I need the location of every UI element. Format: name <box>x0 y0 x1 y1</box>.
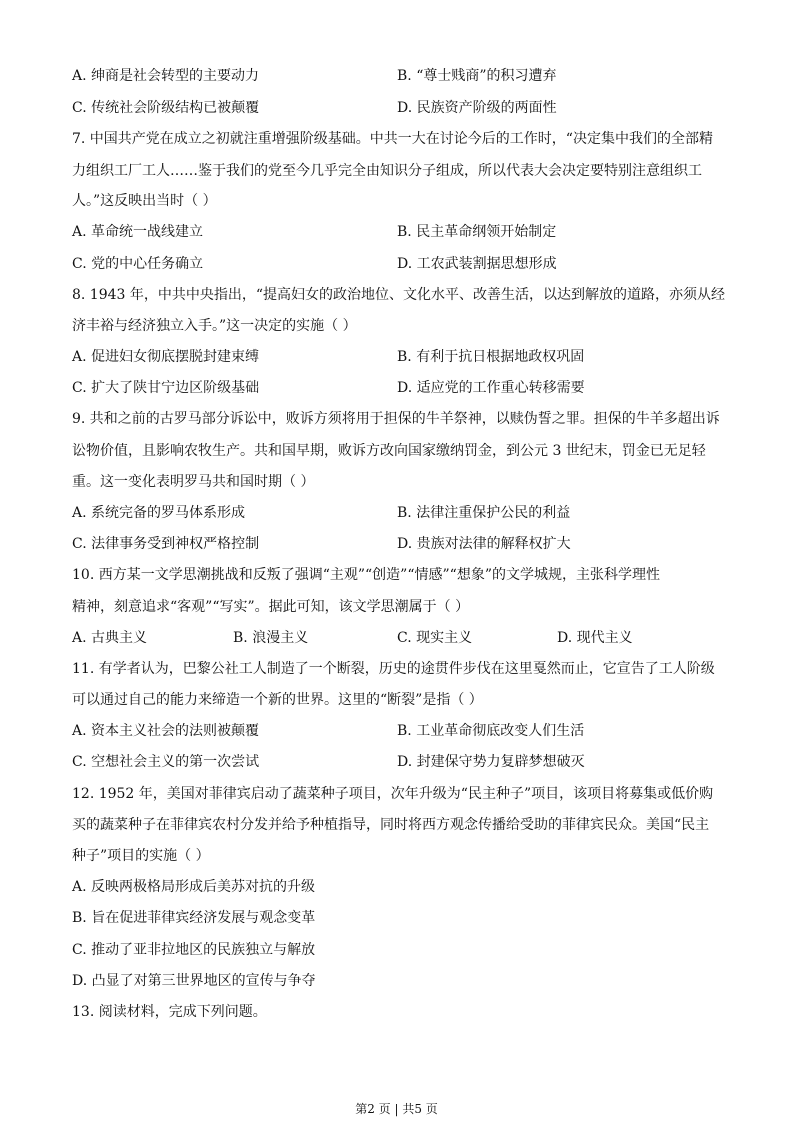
q10-option-c: C. 现实主义 <box>397 630 473 646</box>
q13-stem: 13. 阅读材料，完成下列问题。 <box>72 1004 267 1020</box>
q12-option-a: A. 反映两极格局形成后美苏对抗的升级 <box>72 879 316 895</box>
q7-option-a: A. 革命统一战线建立 <box>72 224 204 240</box>
q8-option-d: D. 适应党的工作重心转移需要 <box>397 380 585 396</box>
q7-stem-line: 力组织工厂工人……鉴于我们的党至今几乎完全由知识分子组成，所以代表大会决定要特别注意组织工 <box>72 163 702 179</box>
q9-stem-line: 讼物价值，且影响农牧生产。共和国早期，败诉方改向国家缴纳罚金，到公元 3 世纪末，罚金已无足轻 <box>72 443 706 459</box>
q8-option-b: B. 有利于抗日根据地政权巩固 <box>397 349 585 365</box>
q8-stem-line: 济丰裕与经济独立入手。”这一决定的实施（ ） <box>72 318 357 334</box>
q11-option-b: B. 工业革命彻底改变人们生活 <box>397 723 585 739</box>
q12-stem-line: 种子”项目的实施（ ） <box>72 848 210 864</box>
q10-option-d: D. 现代主义 <box>557 630 633 646</box>
q7-option-d: D. 工农武装割据思想形成 <box>397 256 557 272</box>
q9-option-d: D. 贵族对法律的解释权扩大 <box>397 536 571 552</box>
q11-option-c: C. 空想社会主义的第一次尝试 <box>72 754 260 770</box>
q11-option-a: A. 资本主义社会的法则被颠覆 <box>72 723 260 739</box>
q7-option-b: B. 民主革命纲领开始制定 <box>397 224 557 240</box>
q7-stem-line: 7. 中国共产党在成立之初就注重增强阶级基础。中共一大在讨论今后的工作时，“决定集中我们的全部精 <box>72 131 713 147</box>
q7-option-c: C. 党的中心任务确立 <box>72 256 204 272</box>
q9-stem-line: 9. 共和之前的古罗马部分诉讼中，败诉方须将用于担保的牛羊祭神，以赎伪誓之罪。担保的牛羊多超出诉 <box>72 411 720 427</box>
q8-option-c: C. 扩大了陕甘宁边区阶级基础 <box>72 380 260 396</box>
q6-option-c: C. 传统社会阶级结构已被颠覆 <box>72 100 260 116</box>
q11-stem-line: 可以通过自己的能力来缔造一个新的世界。这里的“断裂”是指（ ） <box>72 692 483 708</box>
q6-option-a: A. 绅商是社会转型的主要动力 <box>72 68 260 84</box>
q10-stem-line: 10. 西方某一文学思潮挑战和反叛了强调“主观”“创造”“情感”“想象”的文学城规，主张科学理性 <box>72 567 660 583</box>
q9-option-a: A. 系统完备的罗马体系形成 <box>72 505 246 521</box>
q10-option-b: B. 浪漫主义 <box>233 630 309 646</box>
q12-stem-line: 12. 1952 年，美国对菲律宾启动了蔬菜种子项目，次年升级为“民主种子”项目，该项目将募集或低价购 <box>72 786 714 802</box>
q12-option-c: C. 推动了亚非拉地区的民族独立与解放 <box>72 942 316 958</box>
q7-stem-line: 人。”这反映出当时（ ） <box>72 193 217 209</box>
q9-option-c: C. 法律事务受到神权严格控制 <box>72 536 260 552</box>
q9-stem-line: 重。这一变化表明罗马共和国时期（ ） <box>72 474 315 490</box>
q9-option-b: B. 法律注重保护公民的利益 <box>397 505 571 521</box>
q8-stem-line: 8. 1943 年，中共中央指出，“提高妇女的政治地位、文化水平、改善生活，以达到解放的道路，亦须从经 <box>72 287 726 303</box>
q11-stem-line: 11. 有学者认为，巴黎公社工人制造了一个断裂，历史的途贯件步伐在这里戛然而止，它宣告了工人阶级 <box>72 661 715 677</box>
q12-stem-line: 买的蔬菜种子在菲律宾农村分发并给予种植指导，同时将西方观念传播给受助的菲律宾民众。美国“民主 <box>72 817 710 833</box>
q11-option-d: D. 封建保守势力复辟梦想破灭 <box>397 754 585 770</box>
page-footer: 第2 页 | 共5 页 <box>355 1102 438 1116</box>
q6-option-b: B. “尊士贱商”的积习遭弃 <box>397 68 557 84</box>
q10-option-a: A. 古典主义 <box>72 630 148 646</box>
q12-option-d: D. 凸显了对第三世界地区的宣传与争夺 <box>72 973 316 989</box>
q10-stem-line: 精神，刻意追求“客观”“写实”。据此可知，该文学思潮属于（ ） <box>72 599 470 615</box>
q8-option-a: A. 促进妇女彻底摆脱封建束缚 <box>72 349 260 365</box>
q12-option-b: B. 旨在促进菲律宾经济发展与观念变革 <box>72 910 316 926</box>
q6-option-d: D. 民族资产阶级的两面性 <box>397 100 557 116</box>
